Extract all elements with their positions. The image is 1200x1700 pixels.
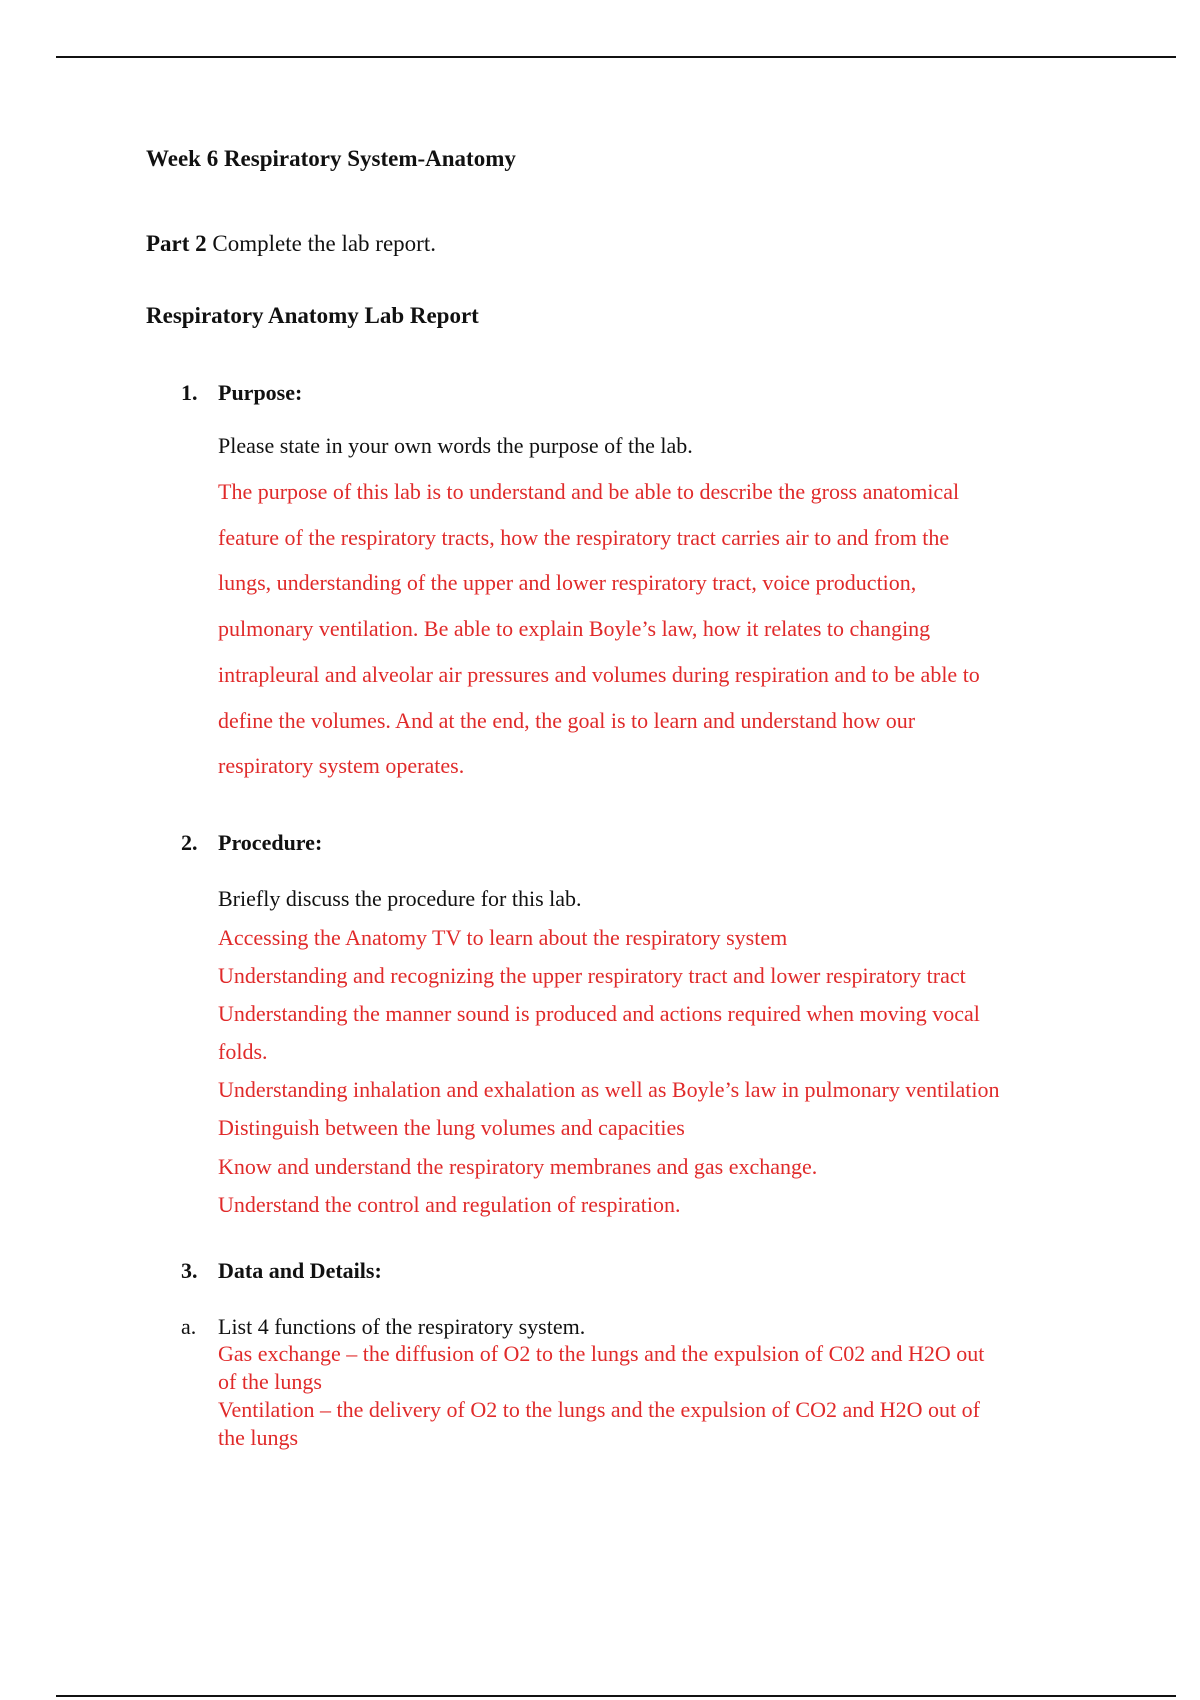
- functions-answer-line: Gas exchange – the diffusion of O2 to the lungs and the expulsion of C02 and H2O out: [218, 1341, 985, 1366]
- procedure-answer-line: Understand the control and regulation of respiration.: [218, 1192, 681, 1217]
- section-heading-procedure: Procedure:: [218, 830, 323, 855]
- section-number-procedure: 2.: [181, 830, 198, 855]
- procedure-prompt: Briefly discuss the procedure for this lab.: [218, 886, 582, 911]
- purpose-answer-line: lungs, understanding of the upper and lower respiratory tract, voice production,: [218, 570, 917, 595]
- purpose-answer-line: The purpose of this lab is to understand and be able to describe the gross anatomical: [218, 479, 960, 504]
- procedure-answer-line: Understanding inhalation and exhalation as well as Boyle’s law in pulmonary ventilation: [218, 1077, 1000, 1102]
- part-line: [146, 231, 436, 257]
- purpose-answer-line: define the volumes. And at the end, the goal is to learn and understand how our: [218, 708, 916, 733]
- functions-answer-line: of the lungs: [218, 1369, 322, 1394]
- section-number-purpose: 1.: [181, 380, 198, 405]
- document-title: Week 6 Respiratory System-Anatomy: [146, 146, 516, 171]
- procedure-answer-line: folds.: [218, 1039, 268, 1064]
- top-rule: [56, 56, 1176, 58]
- section-heading-purpose: Purpose:: [218, 380, 303, 405]
- purpose-prompt: Please state in your own words the purpose of the lab.: [218, 433, 693, 458]
- procedure-answer-line: Understanding and recognizing the upper respiratory tract and lower respiratory tract: [218, 963, 966, 988]
- purpose-answer-line: intrapleural and alveolar air pressures and volumes during respiration and to be able to: [218, 662, 980, 687]
- procedure-answer-line: Accessing the Anatomy TV to learn about the respiratory system: [218, 925, 788, 950]
- purpose-answer-line: feature of the respiratory tracts, how the respiratory tract carries air to and from the: [218, 525, 950, 550]
- procedure-answer-line: Understanding the manner sound is produced and actions required when moving vocal: [218, 1001, 980, 1026]
- purpose-answer-line: respiratory system operates.: [218, 753, 465, 778]
- item-prompt-a: List 4 functions of the respiratory system.: [218, 1314, 586, 1339]
- procedure-answer-line: Know and understand the respiratory membranes and gas exchange.: [218, 1154, 818, 1179]
- report-title: Respiratory Anatomy Lab Report: [146, 303, 479, 328]
- section-heading-data: Data and Details:: [218, 1258, 382, 1283]
- part-text: Complete the lab report.: [206, 231, 436, 256]
- procedure-answer-line: Distinguish between the lung volumes and capacities: [218, 1115, 685, 1140]
- functions-answer-line: the lungs: [218, 1425, 299, 1450]
- part-label: Part 2: [146, 231, 207, 256]
- item-letter-a: a.: [181, 1314, 197, 1339]
- section-number-data: 3.: [181, 1258, 198, 1283]
- bottom-rule: [56, 1695, 1176, 1697]
- functions-answer-line: Ventilation – the delivery of O2 to the lungs and the expulsion of CO2 and H2O out of: [218, 1397, 980, 1422]
- purpose-answer-line: pulmonary ventilation. Be able to explain Boyle’s law, how it relates to changing: [218, 616, 931, 641]
